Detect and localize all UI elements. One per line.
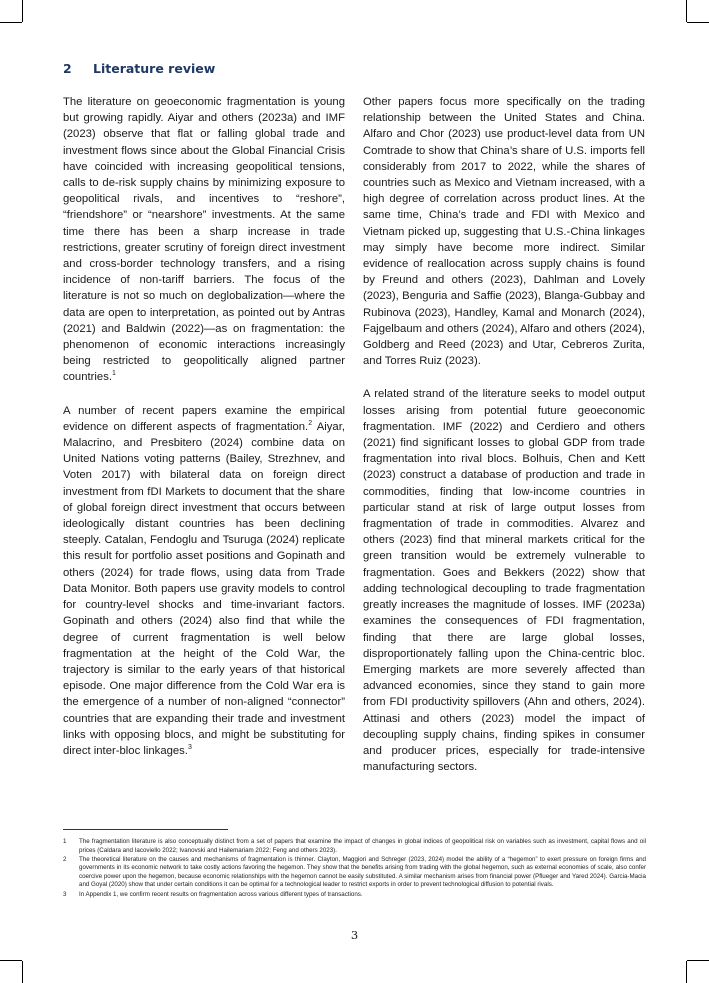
section-number: 2: [63, 61, 72, 76]
footnote-text: The theoretical literature on the causes and mechanisms of fragmentation is thinner. Clayton, Maggiori and Schreger (2023, 2024) model the ability of a “hegemon” to exert pressure on foreign firms and governments in its economic network to take costly actions favoring the hegemon. They show that the benefits arising from trading with the global hegemon, such as external economies of scale, also confer coercive power upon the hegemon, because economic relationships with the hegemon cannot be easily substituted. A similar mechanism arises from financial power (Pflueger and Yared 2024). Garcia-Macia and Goyal (2020) show that under certain conditions it can be optimal for a technological leader to restrict exports in order to prevent technological diffusion to potential rivals.: [79, 855, 646, 889]
crop-mark-top-right-v: [686, 0, 687, 22]
footnote: [63, 891, 646, 900]
paragraph: [63, 94, 345, 386]
paragraph: [63, 403, 345, 759]
paragraph-text: Aiyar, Malacrino, and Presbitero (2024) combine data on United Nations voting patterns (Bailey, Strezhnev, and Voten 2017) with bilateral data on foreign direct investment from fDI Markets to document that the share of global foreign direct investment that occurs between ideologically distant countries has been declining steeply. Catalan, Fendoglu and Tsuruga (2024) replicate this result for portfolio asset positions and Gopinath and others (2024) for trade flows, using data from Trade Data Monitor. Both papers use gravity models to control for country-level shocks and time-invariant factors. Gopinath and others (2024) also find that while the degree of current fragmentation is well below fragmentation at the height of the Cold War, the trajectory is similar to the early years of that historical episode. One major difference from the Cold War era is the emergence of a number of non-aligned “connector” countries that are expanding their trade and investment links with opposing blocs, and might be substituting for direct inter-bloc linkages.: [63, 420, 345, 757]
section-title: Literature review: [93, 61, 216, 76]
footnote-text: The fragmentation literature is also conceptually distinct from a set of papers that examine the impact of changes in global indices of geopolitical risk on variables such as investment, capital flows and oil prices (Caldara and Iacoviello 2022; Ivanovski and Hailemariam 2022; Feng and others 2023).: [79, 838, 646, 854]
paragraph: A related strand of the literature seeks to model output losses arising from potential future geoeconomic fragmentation. IMF (2022) and Cerdiero and others (2021) find significant losses to global GDP from trade fragmentation into rival blocs. Bolhuis, Chen and Kett (2023) construct a database of production and trade in commodities, finding that low-income countries in particular stand at risk of large output losses from fragmentation of trade in commodities. Alvarez and others (2023) find that mineral markets critical for the green transition would be extremely vulnerable to fragmentation. Goes and Bekkers (2022) show that adding technological decoupling to trade fragmentation greatly increases the magnitude of losses. IMF (2023a) examines the consequences of FDI fragmentation, finding that there are large global losses, disproportionately falling upon the China-centric bloc. Emerging markets are more severely affected than advanced economies, since they stand to gain more from FDI productivity spillovers (Ahn and others, 2024). Attinasi and others (2023) model the impact of decoupling supply chains, finding spikes in consumer and producer prices, especially for trade-intensive manufacturing sectors.: [363, 388, 645, 774]
footnote-text: In Appendix 1, we confirm recent results on fragmentation across various different types of transactions.: [79, 890, 363, 898]
right-column: [363, 94, 645, 792]
footnote-ref[interactable]: 1: [111, 370, 116, 378]
footnote: [63, 838, 646, 855]
footnote-ref[interactable]: 2: [308, 420, 313, 428]
footnote-ref[interactable]: 3: [187, 744, 192, 752]
crop-mark-top-right-h: [687, 22, 709, 23]
footnote-number: 1: [63, 838, 67, 845]
crop-mark-top-left-h: [0, 22, 22, 23]
paragraph: Other papers focus more specifically on the trading relationship between the United States and China. Alfaro and Chor (2023) use product-level data from UN Comtrade to show that China’s share of U.S. imports fell considerably from 2017 to 2022, while the shares of countries such as Mexico and Vietnam increased, with a high degree of correlation across product lines. At the same time, China’s trade and FDI with Mexico and Vietnam picked up, suggesting that U.S.-China linkages may simply have become more indirect. Similar evidence of reallocation across supply chains is found by Freund and others (2023), Dahlman and Lovely (2023), Benguria and Saffie (2023), Blanga-Gubbay and Rubinova (2023), Handley, Kamal and Monarch (2024), Fajgelbaum and others (2024), Alfaro and others (2024), Goldberg and Reed (2023) and Utar, Cebreros Zurita, and Torres Ruiz (2023).: [363, 96, 645, 368]
crop-mark-top-left-v: [22, 0, 23, 22]
footnote-number: 3: [63, 890, 67, 898]
section-heading: [63, 61, 215, 76]
footnotes: [63, 838, 646, 900]
footnote-divider: [63, 829, 228, 830]
paragraph-text: A number of recent papers examine the empirical evidence on different aspects of fragmentation.: [63, 404, 345, 433]
crop-mark-bottom-right-h: [687, 960, 709, 961]
crop-mark-bottom-left-h: [0, 960, 22, 961]
left-column: [63, 94, 345, 776]
crop-mark-bottom-left-v: [22, 961, 23, 983]
footnote-number: 2: [63, 855, 67, 863]
paragraph-text: The literature on geoeconomic fragmentation is young but growing rapidly. Aiyar and others (2023a) and IMF (2023) observe that flat or falling global trade and investment flows since about the Global Financial Crisis have coincided with increasing geopolitical tensions, calls to de-risk supply chains by minimizing exposure to geopolitical rivals, and incentives to “reshore”, “friendshore” or “nearshore” investments. At the same time there has been a sharp increase in trade restrictions, greater scrutiny of foreign direct investment and cross-border technology transfers, and a rising incidence of non-tariff barriers. The focus of the literature is not so much on deglobalization—where the data are open to interpretation, as pointed out by Antras (2021) and Baldwin (2022)—as on fragmentation: the phenomenon of economic interactions increasingly being restricted to geopolitically aligned partner countries.: [63, 96, 345, 384]
crop-mark-bottom-right-v: [686, 961, 687, 983]
page-number: 3: [350, 928, 359, 942]
footnote: [63, 856, 646, 890]
